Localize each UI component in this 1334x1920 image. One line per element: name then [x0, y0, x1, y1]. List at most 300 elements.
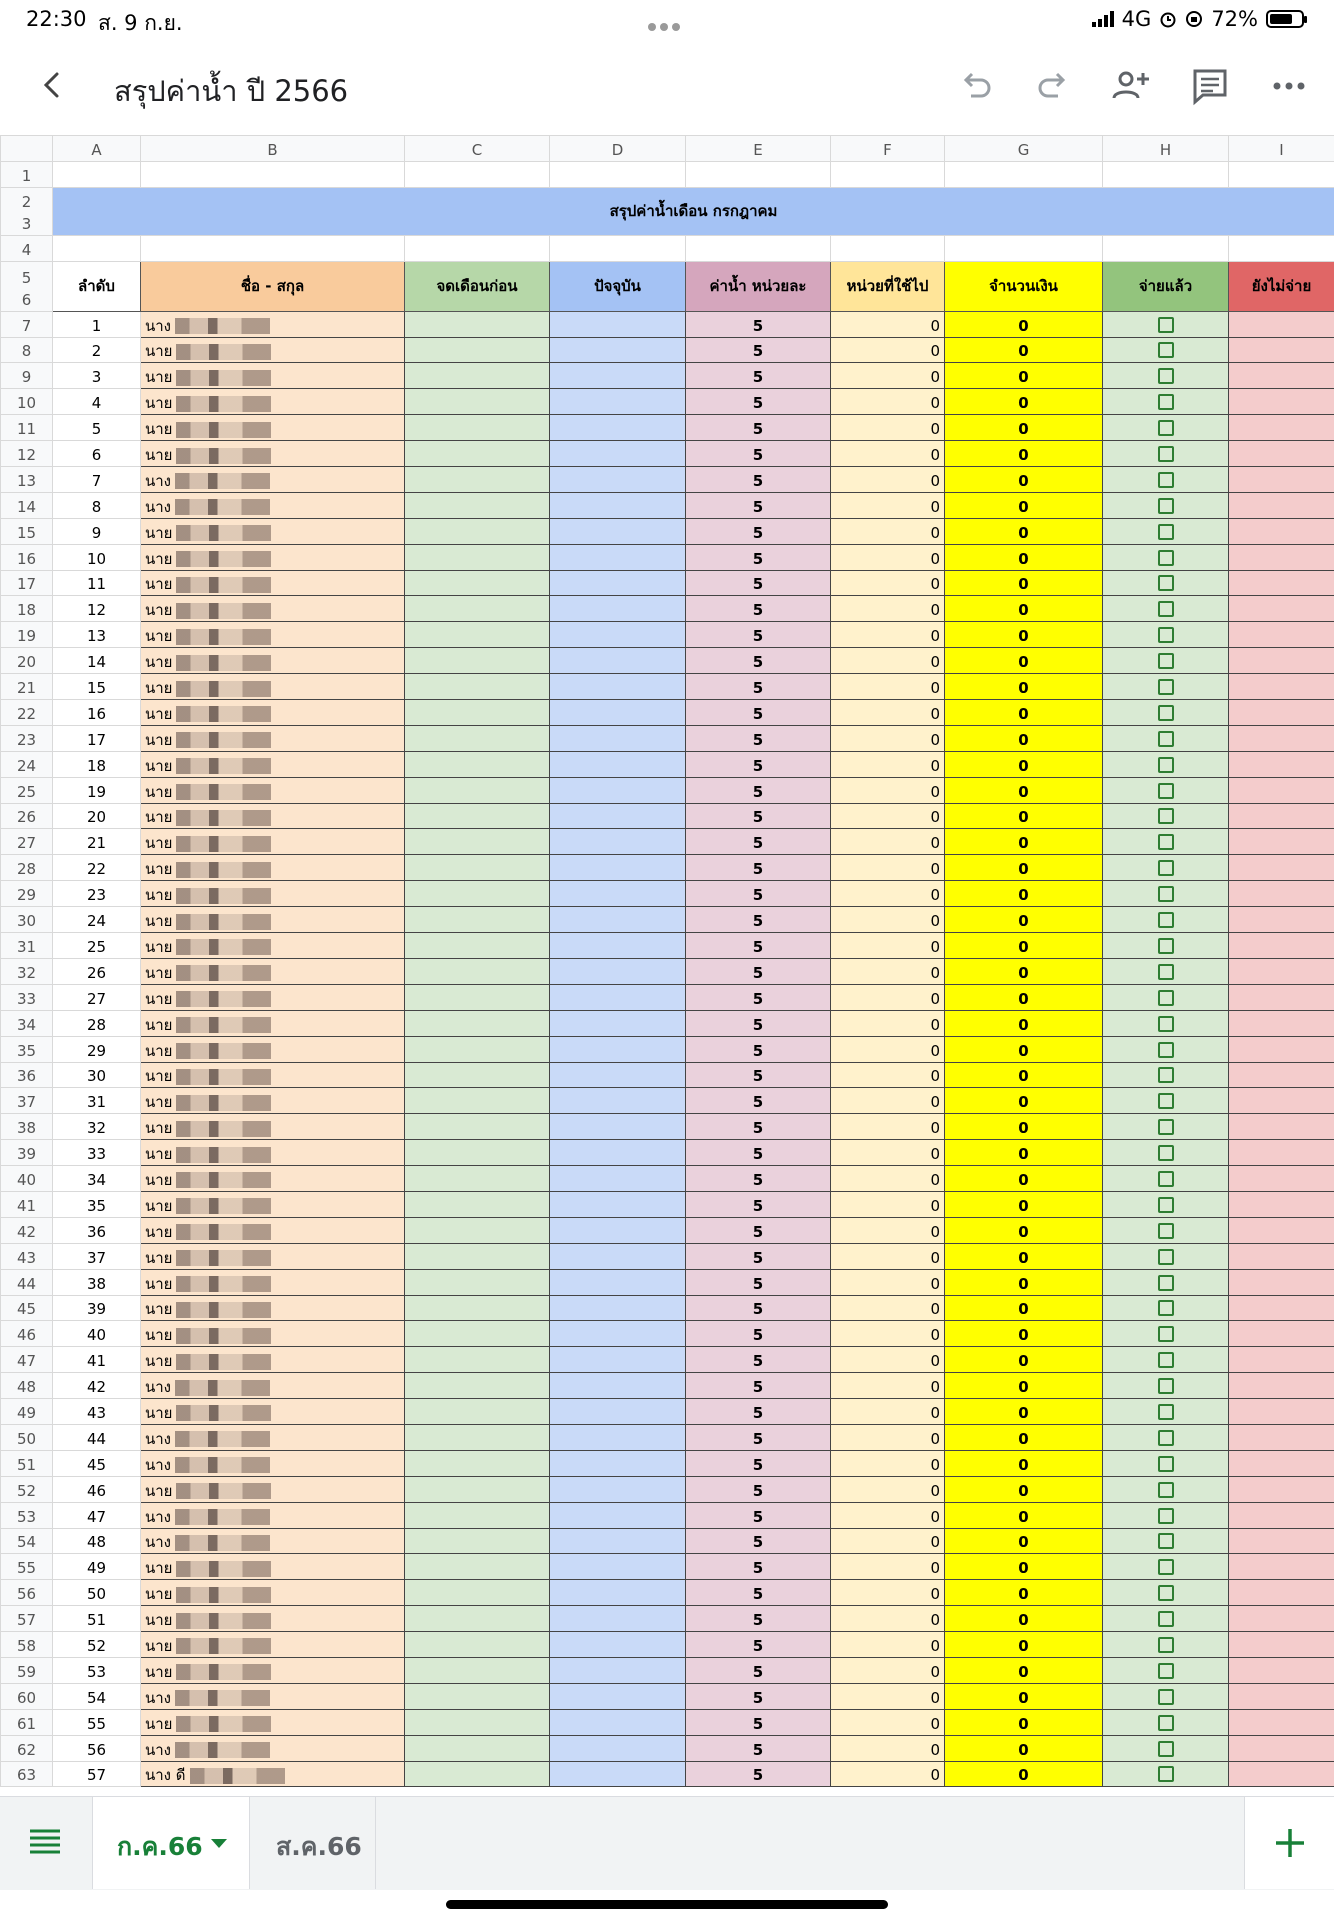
previous-reading-cell[interactable]: [405, 570, 550, 596]
order-cell[interactable]: 41: [53, 1347, 141, 1373]
amount-cell[interactable]: 0: [945, 751, 1103, 777]
paid-cell[interactable]: [1103, 984, 1229, 1010]
row-number[interactable]: 35: [1, 1036, 53, 1062]
cell[interactable]: [1103, 235, 1229, 261]
table-row[interactable]: [1, 363, 1334, 389]
amount-cell[interactable]: 0: [945, 1295, 1103, 1321]
current-reading-cell[interactable]: [550, 648, 686, 674]
paid-cell[interactable]: [1103, 1606, 1229, 1632]
current-reading-cell[interactable]: [550, 1269, 686, 1295]
amount-cell[interactable]: 0: [945, 1088, 1103, 1114]
sheets-list-icon[interactable]: [28, 1827, 62, 1857]
table-row[interactable]: [1, 467, 1334, 493]
previous-reading-cell[interactable]: [405, 1554, 550, 1580]
row-number[interactable]: 55: [1, 1554, 53, 1580]
order-cell[interactable]: 13: [53, 622, 141, 648]
name-cell[interactable]: [141, 570, 405, 596]
rate-cell[interactable]: 5: [686, 1528, 831, 1554]
unpaid-cell[interactable]: [1229, 803, 1334, 829]
rate-cell[interactable]: 5: [686, 1373, 831, 1399]
unpaid-cell[interactable]: [1229, 415, 1334, 441]
paid-cell[interactable]: [1103, 1321, 1229, 1347]
units-used-cell[interactable]: 0: [831, 1399, 945, 1425]
name-cell[interactable]: [141, 1761, 405, 1787]
rate-cell[interactable]: 5: [686, 1010, 831, 1036]
unpaid-cell[interactable]: [1229, 389, 1334, 415]
paid-cell[interactable]: [1103, 1632, 1229, 1658]
column-header-b[interactable]: B: [141, 136, 405, 162]
paid-cell[interactable]: [1103, 958, 1229, 984]
amount-cell[interactable]: 0: [945, 1321, 1103, 1347]
row-number[interactable]: 62: [1, 1735, 53, 1761]
order-cell[interactable]: 42: [53, 1373, 141, 1399]
current-reading-cell[interactable]: [550, 1010, 686, 1036]
column-header-d[interactable]: D: [550, 136, 686, 162]
table-row[interactable]: [1, 1632, 1334, 1658]
rate-cell[interactable]: 5: [686, 1321, 831, 1347]
rate-cell[interactable]: 5: [686, 363, 831, 389]
paid-checkbox[interactable]: [1158, 1223, 1174, 1239]
unpaid-cell[interactable]: [1229, 1166, 1334, 1192]
name-cell[interactable]: [141, 1554, 405, 1580]
paid-checkbox[interactable]: [1158, 1611, 1174, 1627]
paid-cell[interactable]: [1103, 596, 1229, 622]
paid-checkbox[interactable]: [1158, 757, 1174, 773]
amount-cell[interactable]: 0: [945, 544, 1103, 570]
previous-reading-cell[interactable]: [405, 596, 550, 622]
row-number[interactable]: 52: [1, 1476, 53, 1502]
row-number[interactable]: 16: [1, 544, 53, 570]
header-amount[interactable]: จำนวนเงิน: [945, 261, 1103, 311]
table-row[interactable]: [1, 1424, 1334, 1450]
previous-reading-cell[interactable]: [405, 1295, 550, 1321]
rate-cell[interactable]: 5: [686, 1424, 831, 1450]
previous-reading-cell[interactable]: [405, 544, 550, 570]
row-number[interactable]: 34: [1, 1010, 53, 1036]
table-row[interactable]: [1, 1502, 1334, 1528]
amount-cell[interactable]: 0: [945, 415, 1103, 441]
paid-checkbox[interactable]: [1158, 1585, 1174, 1601]
column-header-h[interactable]: H: [1103, 136, 1229, 162]
paid-cell[interactable]: [1103, 829, 1229, 855]
units-used-cell[interactable]: 0: [831, 415, 945, 441]
amount-cell[interactable]: 0: [945, 596, 1103, 622]
name-cell[interactable]: [141, 415, 405, 441]
name-cell[interactable]: [141, 1036, 405, 1062]
rate-cell[interactable]: 5: [686, 518, 831, 544]
table-row[interactable]: [1, 1010, 1334, 1036]
previous-reading-cell[interactable]: [405, 622, 550, 648]
paid-cell[interactable]: [1103, 777, 1229, 803]
rate-cell[interactable]: 5: [686, 725, 831, 751]
previous-reading-cell[interactable]: [405, 1476, 550, 1502]
previous-reading-cell[interactable]: [405, 881, 550, 907]
table-row[interactable]: [1, 1606, 1334, 1632]
units-used-cell[interactable]: 0: [831, 777, 945, 803]
row-number[interactable]: 8: [1, 337, 53, 363]
amount-cell[interactable]: 0: [945, 311, 1103, 337]
table-row[interactable]: [1, 1114, 1334, 1140]
units-used-cell[interactable]: 0: [831, 1088, 945, 1114]
previous-reading-cell[interactable]: [405, 1424, 550, 1450]
rate-cell[interactable]: 5: [686, 1632, 831, 1658]
table-row[interactable]: [1, 674, 1334, 700]
unpaid-cell[interactable]: [1229, 1580, 1334, 1606]
current-reading-cell[interactable]: [550, 1321, 686, 1347]
amount-cell[interactable]: 0: [945, 1632, 1103, 1658]
row-number[interactable]: 38: [1, 1114, 53, 1140]
units-used-cell[interactable]: 0: [831, 1657, 945, 1683]
unpaid-cell[interactable]: [1229, 622, 1334, 648]
name-cell[interactable]: [141, 1657, 405, 1683]
units-used-cell[interactable]: 0: [831, 1476, 945, 1502]
paid-checkbox[interactable]: [1158, 964, 1174, 980]
rate-cell[interactable]: 5: [686, 1166, 831, 1192]
units-used-cell[interactable]: 0: [831, 1191, 945, 1217]
name-cell[interactable]: [141, 1140, 405, 1166]
current-reading-cell[interactable]: [550, 441, 686, 467]
units-used-cell[interactable]: 0: [831, 1217, 945, 1243]
row-number[interactable]: 5 6: [1, 261, 53, 311]
name-cell[interactable]: [141, 337, 405, 363]
order-cell[interactable]: 25: [53, 933, 141, 959]
current-reading-cell[interactable]: [550, 1295, 686, 1321]
paid-checkbox[interactable]: [1158, 1067, 1174, 1083]
rate-cell[interactable]: 5: [686, 907, 831, 933]
sheet-title-banner[interactable]: สรุปค่าน้ำเดือน กรกฎาคม: [53, 187, 1334, 235]
paid-checkbox[interactable]: [1158, 1559, 1174, 1575]
name-cell[interactable]: [141, 363, 405, 389]
order-cell[interactable]: 53: [53, 1657, 141, 1683]
paid-checkbox[interactable]: [1158, 1533, 1174, 1549]
name-cell[interactable]: [141, 1243, 405, 1269]
order-cell[interactable]: 18: [53, 751, 141, 777]
cell[interactable]: [550, 235, 686, 261]
paid-cell[interactable]: [1103, 907, 1229, 933]
paid-checkbox[interactable]: [1158, 550, 1174, 566]
paid-cell[interactable]: [1103, 725, 1229, 751]
current-reading-cell[interactable]: [550, 1114, 686, 1140]
amount-cell[interactable]: 0: [945, 1140, 1103, 1166]
table-row[interactable]: [1, 700, 1334, 726]
rate-cell[interactable]: 5: [686, 1140, 831, 1166]
current-reading-cell[interactable]: [550, 1399, 686, 1425]
cell[interactable]: [53, 161, 141, 187]
cell[interactable]: [945, 235, 1103, 261]
column-header-a[interactable]: A: [53, 136, 141, 162]
unpaid-cell[interactable]: [1229, 518, 1334, 544]
header-unit-rate[interactable]: ค่าน้ำ หน่วยละ: [686, 261, 831, 311]
previous-reading-cell[interactable]: [405, 777, 550, 803]
units-used-cell[interactable]: 0: [831, 1683, 945, 1709]
previous-reading-cell[interactable]: [405, 1502, 550, 1528]
table-row[interactable]: [1, 984, 1334, 1010]
unpaid-cell[interactable]: [1229, 311, 1334, 337]
unpaid-cell[interactable]: [1229, 1036, 1334, 1062]
current-reading-cell[interactable]: [550, 1450, 686, 1476]
units-used-cell[interactable]: 0: [831, 1321, 945, 1347]
previous-reading-cell[interactable]: [405, 1606, 550, 1632]
previous-reading-cell[interactable]: [405, 1088, 550, 1114]
table-row[interactable]: [1, 1062, 1334, 1088]
rate-cell[interactable]: 5: [686, 1036, 831, 1062]
current-reading-cell[interactable]: [550, 389, 686, 415]
amount-cell[interactable]: 0: [945, 1709, 1103, 1735]
name-cell[interactable]: [141, 1528, 405, 1554]
column-header-e[interactable]: E: [686, 136, 831, 162]
row-number[interactable]: 43: [1, 1243, 53, 1269]
table-row[interactable]: [1, 1295, 1334, 1321]
current-reading-cell[interactable]: [550, 1191, 686, 1217]
units-used-cell[interactable]: 0: [831, 1243, 945, 1269]
units-used-cell[interactable]: 0: [831, 544, 945, 570]
paid-cell[interactable]: [1103, 1761, 1229, 1787]
amount-cell[interactable]: 0: [945, 700, 1103, 726]
current-reading-cell[interactable]: [550, 1683, 686, 1709]
rate-cell[interactable]: 5: [686, 855, 831, 881]
amount-cell[interactable]: 0: [945, 1580, 1103, 1606]
spreadsheet-grid[interactable]: [0, 135, 1334, 1795]
table-row[interactable]: [1, 441, 1334, 467]
order-cell[interactable]: 32: [53, 1114, 141, 1140]
rate-cell[interactable]: 5: [686, 622, 831, 648]
units-used-cell[interactable]: 0: [831, 622, 945, 648]
row-number[interactable]: 7: [1, 311, 53, 337]
current-reading-cell[interactable]: [550, 492, 686, 518]
amount-cell[interactable]: 0: [945, 1399, 1103, 1425]
current-reading-cell[interactable]: [550, 1606, 686, 1632]
current-reading-cell[interactable]: [550, 1554, 686, 1580]
row-number[interactable]: 45: [1, 1295, 53, 1321]
units-used-cell[interactable]: 0: [831, 1140, 945, 1166]
name-cell[interactable]: [141, 984, 405, 1010]
undo-icon[interactable]: [955, 65, 997, 107]
order-cell[interactable]: 30: [53, 1062, 141, 1088]
order-cell[interactable]: 37: [53, 1243, 141, 1269]
table-row[interactable]: [1, 596, 1334, 622]
amount-cell[interactable]: 0: [945, 1528, 1103, 1554]
name-cell[interactable]: [141, 311, 405, 337]
paid-checkbox[interactable]: [1158, 1197, 1174, 1213]
unpaid-cell[interactable]: [1229, 1683, 1334, 1709]
order-cell[interactable]: 49: [53, 1554, 141, 1580]
previous-reading-cell[interactable]: [405, 700, 550, 726]
previous-reading-cell[interactable]: [405, 958, 550, 984]
previous-reading-cell[interactable]: [405, 337, 550, 363]
paid-cell[interactable]: [1103, 363, 1229, 389]
amount-cell[interactable]: 0: [945, 855, 1103, 881]
previous-reading-cell[interactable]: [405, 1761, 550, 1787]
units-used-cell[interactable]: 0: [831, 1502, 945, 1528]
paid-cell[interactable]: [1103, 1010, 1229, 1036]
units-used-cell[interactable]: 0: [831, 311, 945, 337]
current-reading-cell[interactable]: [550, 622, 686, 648]
units-used-cell[interactable]: 0: [831, 570, 945, 596]
paid-checkbox[interactable]: [1158, 1404, 1174, 1420]
table-row[interactable]: [1, 1476, 1334, 1502]
unpaid-cell[interactable]: [1229, 984, 1334, 1010]
name-cell[interactable]: [141, 622, 405, 648]
amount-cell[interactable]: 0: [945, 803, 1103, 829]
previous-reading-cell[interactable]: [405, 311, 550, 337]
previous-reading-cell[interactable]: [405, 518, 550, 544]
name-cell[interactable]: [141, 958, 405, 984]
add-sheet-button[interactable]: [1244, 1797, 1334, 1889]
unpaid-cell[interactable]: [1229, 337, 1334, 363]
rate-cell[interactable]: 5: [686, 881, 831, 907]
paid-checkbox[interactable]: [1158, 1637, 1174, 1653]
table-row[interactable]: [1, 1683, 1334, 1709]
order-cell[interactable]: 43: [53, 1399, 141, 1425]
previous-reading-cell[interactable]: [405, 1191, 550, 1217]
paid-checkbox[interactable]: [1158, 783, 1174, 799]
order-cell[interactable]: 11: [53, 570, 141, 596]
rate-cell[interactable]: 5: [686, 1243, 831, 1269]
units-used-cell[interactable]: 0: [831, 803, 945, 829]
units-used-cell[interactable]: 0: [831, 907, 945, 933]
row-number[interactable]: 47: [1, 1347, 53, 1373]
current-reading-cell[interactable]: [550, 984, 686, 1010]
rate-cell[interactable]: 5: [686, 1683, 831, 1709]
previous-reading-cell[interactable]: [405, 415, 550, 441]
unpaid-cell[interactable]: [1229, 700, 1334, 726]
units-used-cell[interactable]: 0: [831, 1373, 945, 1399]
paid-cell[interactable]: [1103, 1502, 1229, 1528]
units-used-cell[interactable]: 0: [831, 1036, 945, 1062]
unpaid-cell[interactable]: [1229, 1010, 1334, 1036]
current-reading-cell[interactable]: [550, 881, 686, 907]
rate-cell[interactable]: 5: [686, 389, 831, 415]
row-number[interactable]: 22: [1, 700, 53, 726]
table-row[interactable]: [1, 311, 1334, 337]
paid-cell[interactable]: [1103, 1476, 1229, 1502]
rate-cell[interactable]: 5: [686, 1191, 831, 1217]
order-cell[interactable]: 47: [53, 1502, 141, 1528]
order-cell[interactable]: 19: [53, 777, 141, 803]
row-number[interactable]: 23: [1, 725, 53, 751]
current-reading-cell[interactable]: [550, 1373, 686, 1399]
paid-cell[interactable]: [1103, 1735, 1229, 1761]
row-number[interactable]: 40: [1, 1166, 53, 1192]
previous-reading-cell[interactable]: [405, 984, 550, 1010]
unpaid-cell[interactable]: [1229, 1373, 1334, 1399]
more-icon[interactable]: [1268, 65, 1310, 107]
column-header-c[interactable]: C: [405, 136, 550, 162]
units-used-cell[interactable]: 0: [831, 700, 945, 726]
paid-cell[interactable]: [1103, 1580, 1229, 1606]
table-row[interactable]: [1, 1321, 1334, 1347]
table-row[interactable]: [1, 829, 1334, 855]
order-cell[interactable]: 55: [53, 1709, 141, 1735]
row-number[interactable]: 31: [1, 933, 53, 959]
amount-cell[interactable]: 0: [945, 907, 1103, 933]
current-reading-cell[interactable]: [550, 1761, 686, 1787]
units-used-cell[interactable]: 0: [831, 1062, 945, 1088]
paid-checkbox[interactable]: [1158, 1145, 1174, 1161]
table-row[interactable]: [1, 855, 1334, 881]
cell[interactable]: [686, 235, 831, 261]
current-reading-cell[interactable]: [550, 1502, 686, 1528]
amount-cell[interactable]: 0: [945, 518, 1103, 544]
rate-cell[interactable]: 5: [686, 1657, 831, 1683]
unpaid-cell[interactable]: [1229, 1761, 1334, 1787]
previous-reading-cell[interactable]: [405, 907, 550, 933]
name-cell[interactable]: [141, 467, 405, 493]
amount-cell[interactable]: 0: [945, 933, 1103, 959]
name-cell[interactable]: [141, 725, 405, 751]
current-reading-cell[interactable]: [550, 544, 686, 570]
table-row[interactable]: [1, 570, 1334, 596]
paid-checkbox[interactable]: [1158, 1766, 1174, 1782]
comment-icon[interactable]: [1189, 65, 1231, 107]
order-cell[interactable]: 16: [53, 700, 141, 726]
units-used-cell[interactable]: 0: [831, 389, 945, 415]
paid-cell[interactable]: [1103, 1657, 1229, 1683]
order-cell[interactable]: 50: [53, 1580, 141, 1606]
name-cell[interactable]: [141, 803, 405, 829]
unpaid-cell[interactable]: [1229, 1088, 1334, 1114]
amount-cell[interactable]: 0: [945, 1554, 1103, 1580]
order-cell[interactable]: 38: [53, 1269, 141, 1295]
row-number[interactable]: 58: [1, 1632, 53, 1658]
paid-cell[interactable]: [1103, 1373, 1229, 1399]
name-cell[interactable]: [141, 751, 405, 777]
paid-cell[interactable]: [1103, 1554, 1229, 1580]
row-number[interactable]: 21: [1, 674, 53, 700]
rate-cell[interactable]: 5: [686, 1476, 831, 1502]
order-cell[interactable]: 14: [53, 648, 141, 674]
paid-checkbox[interactable]: [1158, 575, 1174, 591]
amount-cell[interactable]: 0: [945, 622, 1103, 648]
rate-cell[interactable]: 5: [686, 1450, 831, 1476]
name-cell[interactable]: [141, 855, 405, 881]
paid-checkbox[interactable]: [1158, 1352, 1174, 1368]
order-cell[interactable]: 27: [53, 984, 141, 1010]
paid-cell[interactable]: [1103, 1062, 1229, 1088]
paid-checkbox[interactable]: [1158, 1275, 1174, 1291]
row-number[interactable]: 63: [1, 1761, 53, 1787]
previous-reading-cell[interactable]: [405, 1062, 550, 1088]
current-reading-cell[interactable]: [550, 907, 686, 933]
amount-cell[interactable]: 0: [945, 1373, 1103, 1399]
name-cell[interactable]: [141, 1295, 405, 1321]
unpaid-cell[interactable]: [1229, 1321, 1334, 1347]
rate-cell[interactable]: 5: [686, 337, 831, 363]
order-cell[interactable]: 6: [53, 441, 141, 467]
paid-cell[interactable]: [1103, 881, 1229, 907]
unpaid-cell[interactable]: [1229, 674, 1334, 700]
rate-cell[interactable]: 5: [686, 1580, 831, 1606]
units-used-cell[interactable]: 0: [831, 1450, 945, 1476]
units-used-cell[interactable]: 0: [831, 1735, 945, 1761]
table-row[interactable]: [1, 1399, 1334, 1425]
table-row[interactable]: [1, 1580, 1334, 1606]
rate-cell[interactable]: 5: [686, 1399, 831, 1425]
row-number[interactable]: 2 3: [1, 187, 53, 235]
table-row[interactable]: [1, 389, 1334, 415]
units-used-cell[interactable]: 0: [831, 1580, 945, 1606]
name-cell[interactable]: [141, 1709, 405, 1735]
paid-checkbox[interactable]: [1158, 1715, 1174, 1731]
row-number[interactable]: 60: [1, 1683, 53, 1709]
previous-reading-cell[interactable]: [405, 674, 550, 700]
rate-cell[interactable]: 5: [686, 1606, 831, 1632]
amount-cell[interactable]: 0: [945, 674, 1103, 700]
current-reading-cell[interactable]: [550, 1528, 686, 1554]
unpaid-cell[interactable]: [1229, 1399, 1334, 1425]
cell[interactable]: [1229, 235, 1334, 261]
units-used-cell[interactable]: 0: [831, 441, 945, 467]
